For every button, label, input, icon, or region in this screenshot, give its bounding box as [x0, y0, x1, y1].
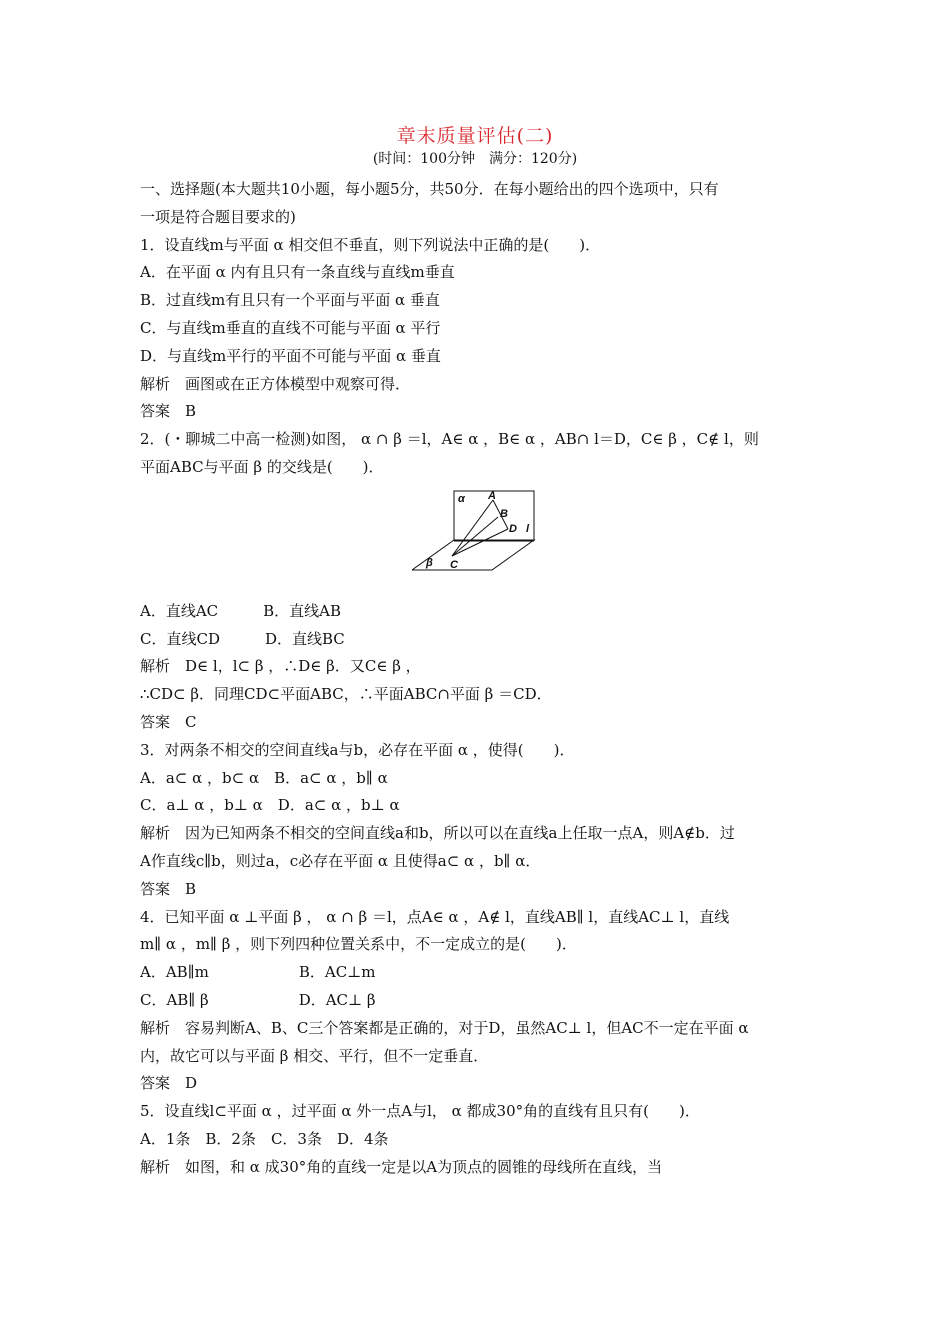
label-l: l [526, 522, 530, 535]
question-4-analysis: 内，故它可以与平面 β 相交、平行，但不一定垂直． [140, 1046, 489, 1065]
question-2-analysis: ∴CD⊂ β．同理CD⊂平面ABC，∴平面ABC∩平面 β ＝CD． [140, 685, 552, 704]
section-intro-line: 一项是符合题目要求的) [140, 207, 296, 226]
question-3-options-cd: C．a⊥ α ，b⊥ α D．a⊂ α ，b⊥ α [140, 796, 400, 815]
question-2-analysis: 解析 D∈ l，l⊂ β ，∴D∈ β．又C∈ β ， [140, 657, 421, 676]
question-4-options-ab: A．AB∥m B．AC⊥m [140, 963, 376, 982]
question-4-options-cd: C．AB∥ β D．AC⊥ β [140, 990, 376, 1009]
label-B: B [500, 507, 508, 520]
question-2-figure [140, 482, 812, 598]
label-beta: β [426, 556, 433, 569]
line-BC [452, 517, 498, 556]
question-2-stem: 2．(・聊城二中高一检测)如图， α ∩ β ＝l，A∈ α ，B∈ α ，AB∩ l＝D，C∈ β ，C∉ l，则 [140, 430, 759, 449]
question-2-answer: 答案 C [140, 712, 197, 731]
question-4-stem: 4．已知平面 α ⊥平面 β ， α ∩ β ＝l，点A∈ α ，A∉ l，直线AB∥ l，直线AC⊥ l，直线 [140, 907, 730, 926]
question-1-option-b: B．过直线m有且只有一个平面与平面 α 垂直 [140, 291, 440, 310]
line-AC [452, 500, 493, 556]
section-intro-line: 一、选择题(本大题共10小题，每小题5分，共50分．在每小题给出的四个选项中，只有 [140, 180, 719, 198]
question-3-analysis: 解析 因为已知两条不相交的空间直线a和b，所以可以在直线a上任取一点A，则A∉b．过 [140, 824, 735, 843]
question-1-answer: 答案 B [140, 402, 197, 421]
question-3-options-ab: A．a⊂ α ，b⊂ α B．a⊂ α ，b∥ α [140, 768, 388, 787]
document-body [140, 176, 812, 1182]
question-1-option-c: C．与直线m垂直的直线不可能与平面 α 平行 [140, 318, 441, 337]
question-2-options-ab: A．直线AC B．直线AB [140, 601, 342, 620]
question-5-analysis: 解析 如图，和 α 成30°角的直线一定是以A为顶点的圆锥的母线所在直线，当 [140, 1157, 663, 1176]
question-1-stem: 1．设直线m与平面 α 相交但不垂直，则下列说法中正确的是( )． [140, 235, 601, 254]
question-3-analysis: A作直线c∥b，则过a，c必存在平面 α 且使得a⊂ α ，b∥ α． [140, 851, 541, 870]
question-2-options-cd: C．直线CD D．直线BC [140, 629, 345, 648]
page-title: 章末质量评估(二) [396, 125, 554, 147]
question-1-analysis: 解析 画图或在正方体模型中观察可得． [140, 374, 411, 393]
label-C: C [450, 558, 458, 571]
question-4-analysis: 解析 容易判断A、B、C三个答案都是正确的，对于D，虽然AC⊥ l，但AC不一定在平面 α [140, 1018, 749, 1037]
label-A: A [488, 489, 496, 502]
question-2-stem: 平面ABC与平面 β 的交线是( )． [140, 457, 384, 476]
question-1-option-a: A．在平面 α 内有且只有一条直线与直线m垂直 [140, 263, 455, 282]
question-1-option-d: D．与直线m平行的平面不可能与平面 α 垂直 [140, 346, 441, 365]
question-4-stem: m∥ α ，m∥ β ，则下列四种位置关系中，不一定成立的是( )． [140, 935, 577, 954]
question-5-stem: 5．设直线l⊂平面 α ，过平面 α 外一点A与l， α 都成30°角的直线有且只有( )． [140, 1102, 700, 1121]
label-alpha: α [458, 492, 465, 505]
page-subtitle: (时间：100分钟 满分：120分) [372, 151, 578, 167]
question-5-options: A．1条 B．2条 C．3条 D．4条 [140, 1129, 389, 1148]
question-3-answer: 答案 B [140, 879, 197, 898]
question-4-answer: 答案 D [140, 1074, 198, 1093]
question-3-stem: 3．对两条不相交的空间直线a与b，必存在平面 α ，使得( )． [140, 740, 575, 759]
planes-diagram [412, 486, 542, 572]
line-CD [452, 529, 508, 556]
label-D: D [509, 522, 517, 535]
